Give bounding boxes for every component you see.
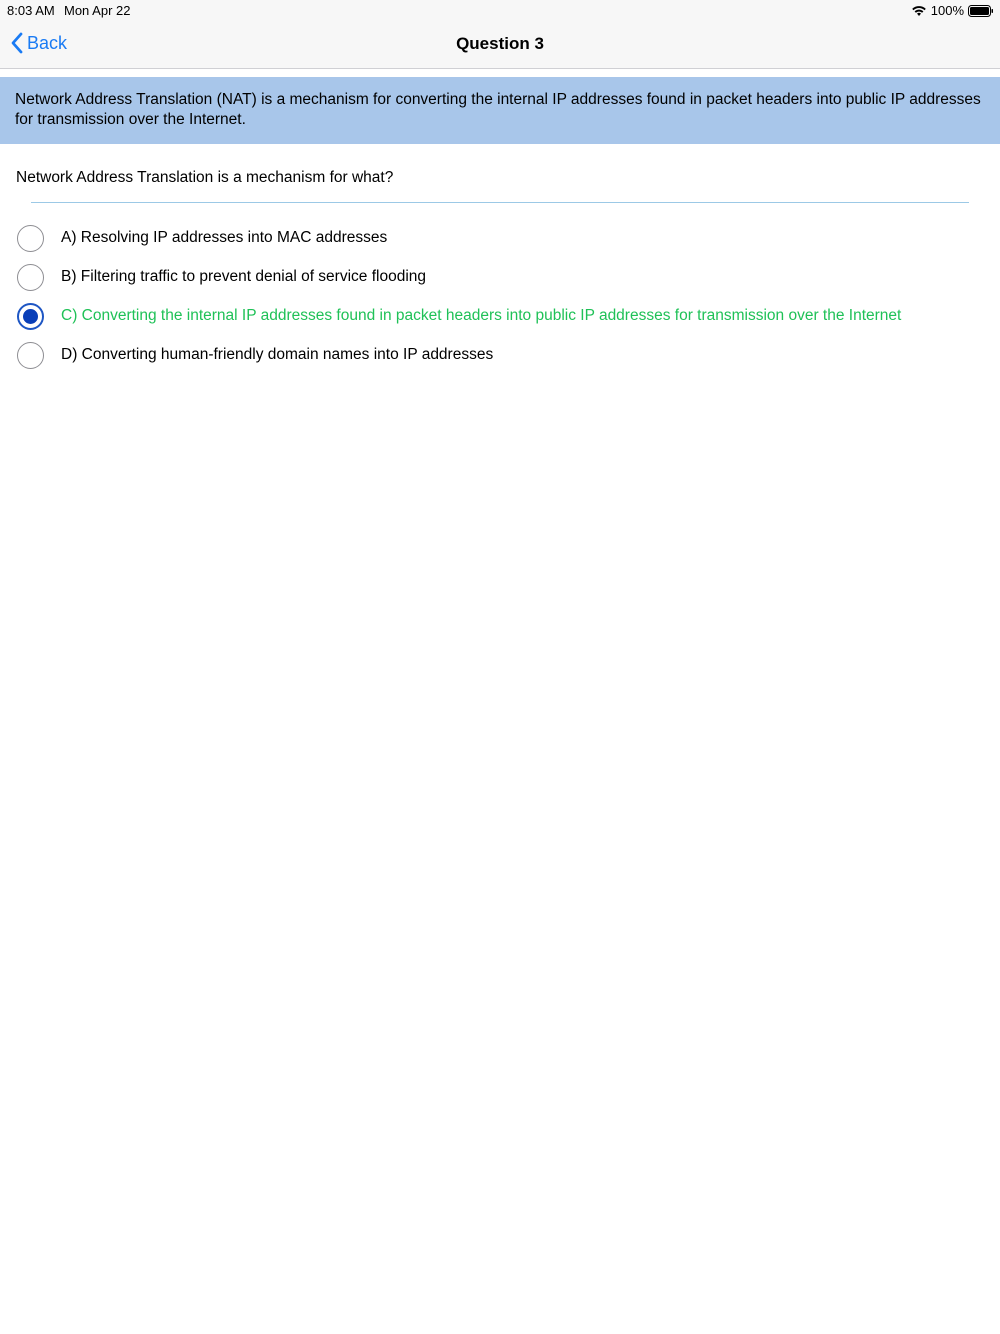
- answer-label-d: D) Converting human-friendly domain names into IP addresses: [61, 346, 494, 363]
- radio-button-a[interactable]: [17, 225, 44, 252]
- status-date: Mon Apr 22: [64, 3, 131, 18]
- radio-button-b[interactable]: [17, 264, 44, 291]
- explanation-banner: Network Address Translation (NAT) is a mechanism for converting the internal IP addresses found in packet headers into public IP addresses for transmission over the Internet.: [0, 77, 1000, 144]
- answer-label-a: A) Resolving IP addresses into MAC addresses: [61, 229, 388, 246]
- answer-label-c: C) Converting the internal IP addresses found in packet headers into public IP addresses for transmission over the Internet: [61, 307, 902, 324]
- navigation-bar: [0, 20, 1000, 69]
- battery-icon: [968, 5, 994, 17]
- radio-button-c[interactable]: [17, 303, 44, 330]
- answer-label-b: B) Filtering traffic to prevent denial of service flooding: [61, 268, 427, 285]
- radio-button-d[interactable]: [17, 342, 44, 369]
- status-indicators: [911, 3, 994, 18]
- page-title: Question 3: [456, 34, 544, 53]
- status-time: 8:03 AM: [7, 3, 55, 18]
- status-bar: [0, 0, 1000, 20]
- divider: [31, 202, 969, 203]
- answer-option-b[interactable]: [17, 263, 426, 291]
- question-text: Network Address Translation is a mechanism for what?: [16, 169, 394, 186]
- wifi-icon: [911, 5, 927, 17]
- back-label: Back: [27, 32, 68, 53]
- answer-option-c[interactable]: [17, 302, 901, 330]
- answer-option-a[interactable]: [17, 224, 387, 252]
- battery-percent: 100%: [930, 3, 964, 18]
- answer-option-d[interactable]: [17, 341, 493, 369]
